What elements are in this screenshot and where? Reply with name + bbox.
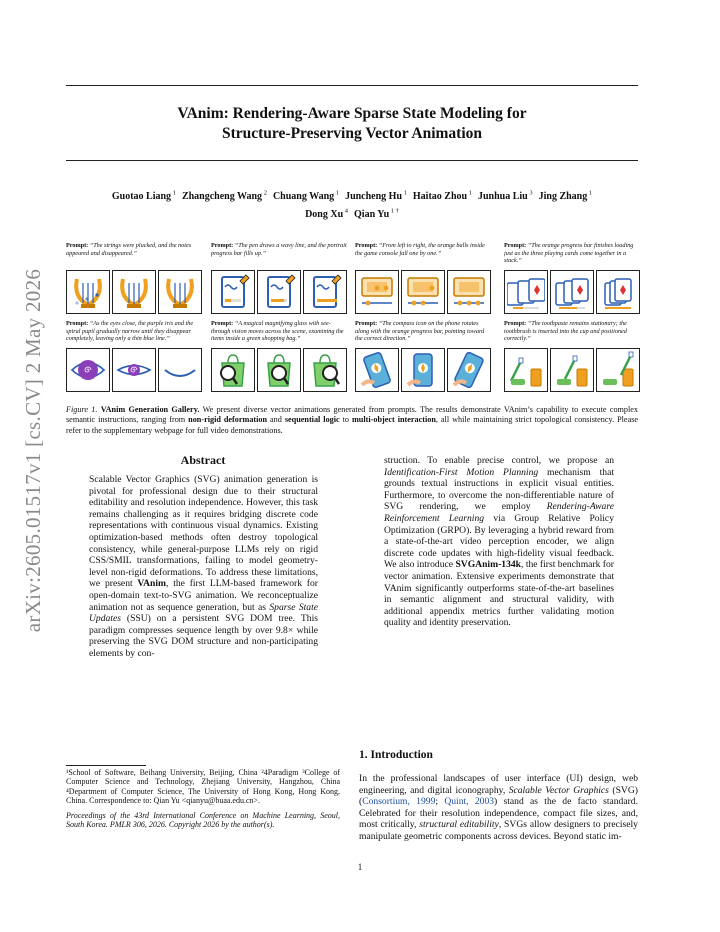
animation-frame [355, 270, 399, 314]
prompt-text: Prompt: “The toothpaste remains stationary; the toothbrush is inserted into the cup and positioned correctly.” [504, 320, 627, 343]
title-rule-top [66, 85, 638, 86]
figure-caption: Figure 1. VAnim Generation Gallery. We present diverse vector animations generated from prompts. The results demonstrate VAnim’s capability to execute complex semantic instructions, ranging from non-rigid deformation and sequential logic to multi-object interaction, all while maintaining strict topological consistency. Please refer to the supplementary webpage for full video demonstrations. [66, 405, 639, 435]
author-name: Dong Xu $^4$ [305, 207, 349, 220]
animation-frame [211, 348, 255, 392]
gallery-panel [211, 242, 349, 314]
author-affiliation-mark: 1 [587, 190, 593, 197]
prompt-text: Prompt: “A magical magnifying glass with see-through vision moves across the scene, examining the items inside a green shopping bag.” [211, 320, 344, 343]
lyre-icon [69, 273, 107, 311]
animation-frame [257, 270, 301, 314]
gallery-panel [66, 242, 204, 314]
shopping-bag-magnifier-icon [306, 351, 344, 389]
animation-frame [158, 348, 202, 392]
proceedings-note: Proceedings of the 43rd International Conference on Machine Learning, Seoul, South Korea. PMLR 306, 2026. Copyright 2026 by the author(s). [66, 811, 340, 830]
animation-frame [303, 348, 347, 392]
document-pen-icon [214, 273, 252, 311]
introduction-text: In the professional landscapes of user interface (UI) design, web engineering, and digital iconography, Scalable Vector Graphics (SVG) (Consortium, 1999; Quint, 2003) stand as the de facto standard. Celebrated for their resolution independence, compact file sizes, and, most critically, structural editability, SVGs allow designers to precisely manipulate geometric components across devices. Beyond static im- [359, 773, 638, 842]
lyre-icon [161, 273, 199, 311]
affiliations-footnote: ¹School of Software, Beihang University, Beijing, China ²4Paradigm ³College of Computer Science and Technology, Zhejiang University, Hangzhou, China ⁴Department of Computer Science, The University of Hong Kong, Hong Kong, China. Correspondence to: Qian Yu <qianyu@buaa.edu.cn>. [66, 768, 340, 806]
toothbrush-cup-icon [507, 351, 545, 389]
game-console-icon [450, 273, 488, 311]
phone-compass-icon [358, 351, 396, 389]
animation-frame [550, 270, 594, 314]
author-name: Zhangcheng Wang $^2$ [181, 190, 267, 203]
eye-icon [69, 351, 107, 389]
animation-frame [504, 348, 548, 392]
playing-cards-icon [553, 273, 591, 311]
prompt-text: Prompt: “The strings were plucked, and the notes appeared and disappeared.” [66, 242, 192, 257]
animation-frame [355, 348, 399, 392]
animation-frame [401, 348, 445, 392]
author-affiliation-mark: 1 [171, 190, 176, 197]
animation-frame [550, 348, 594, 392]
gallery-panel [504, 242, 642, 314]
prompt-text: Prompt: “The compass icon on the phone rotates along with the orange progress bar, pointing toward the correct direction.” [355, 320, 485, 343]
citation-link[interactable]: Consortium, 1999 [362, 796, 436, 808]
animation-frame [112, 270, 156, 314]
document-pen-icon [306, 273, 344, 311]
arxiv-stamp: arXiv:2605.01517v1 [cs.CV] 2 May 2026 [21, 268, 46, 632]
shopping-bag-magnifier-icon [214, 351, 252, 389]
gallery-panel [66, 320, 204, 392]
abstract-heading: Abstract [180, 453, 226, 467]
phone-compass-icon [450, 351, 488, 389]
playing-cards-icon [507, 273, 545, 311]
lyre-icon [115, 273, 153, 311]
author-affiliation-mark: 4 [343, 207, 349, 215]
gallery-panel [355, 320, 493, 392]
toothbrush-cup-icon [599, 351, 637, 389]
animation-frame [504, 270, 548, 314]
figure-gallery [66, 242, 638, 400]
document-pen-icon [260, 273, 298, 311]
author-name: Guotao Liang $^1$ [111, 190, 176, 203]
abstract-text-continued: struction. To enable precise control, we propose an Identification-First Motion Planning mechanism that grounds textual instructions in explicit visual entities. Furthermore, to overcome the non-differentiable nature of SVG rendering, we employ Rendering-Aware Reinforcement Learning via Group Relative Policy Optimization (GRPO). By leveraging a hybrid reward from a state-of-the-art video perception encoder, we align discrete code updates with high-fidelity visual feedback. We also introduce SVGAnim-134k, the first benchmark for vector animation. Extensive experiments demonstrate that VAnim significantly outperforms state-of-the-art baselines in semantic alignment and structural validity, with additional appendix metrics further validating motion quality and identity preservation. [384, 455, 615, 629]
game-console-icon [358, 273, 396, 311]
title-rule-bottom [66, 160, 638, 161]
section-heading-introduction: 1. Introduction [359, 749, 433, 761]
game-console-icon [404, 273, 442, 311]
gallery-panel [211, 320, 349, 392]
animation-frame [158, 270, 202, 314]
animation-frame [596, 270, 640, 314]
author-name: Haitao Zhou $^1$ [412, 190, 472, 203]
prompt-text: Prompt: “The pen draws a wavy line, and the portrait progress bar fills up.” [211, 242, 347, 257]
phone-compass-icon [404, 351, 442, 389]
author-name: Chuang Wang $^1$ [272, 190, 340, 203]
animation-frame [66, 348, 110, 392]
shopping-bag-magnifier-icon [260, 351, 298, 389]
author-name: Juncheng Hu $^1$ [345, 190, 407, 203]
citation-link[interactable]: Quint, 2003 [444, 796, 495, 808]
author-affiliation-mark: 2 [262, 190, 267, 197]
author-name: Jing Zhang $^1$ [538, 190, 593, 203]
author-affiliation-mark: 3 [527, 190, 533, 197]
gallery-panel [355, 242, 493, 314]
toothbrush-cup-icon [553, 351, 591, 389]
animation-frame [303, 270, 347, 314]
eye-icon [161, 351, 199, 389]
paper-title: VAnim: Rendering-Aware Sparse State Modeling for Structure-Preserving Vector Animation [177, 105, 527, 142]
author-list [66, 187, 638, 222]
animation-frame [447, 270, 491, 314]
animation-frame [447, 348, 491, 392]
prompt-text: Prompt: “The orange progress bar finishes loading just as the three playing cards come together in a stack.” [504, 242, 634, 265]
author-name: Qian Yu $^{1 \dagger}$ [354, 207, 399, 220]
author-name: Junhua Liu $^3$ [477, 190, 533, 203]
playing-cards-icon [599, 273, 637, 311]
animation-frame [66, 270, 110, 314]
prompt-text: Prompt: “As the eyes close, the purple iris and the spiral pupil gradually narrow until they disappear completely, leaving only a thin blue line.” [66, 320, 194, 343]
animation-frame [257, 348, 301, 392]
eye-icon [115, 351, 153, 389]
author-affiliation-mark: 1 † [389, 207, 399, 215]
author-affiliation-mark: 1 [402, 190, 407, 197]
abstract-text: Scalable Vector Graphics (SVG) animation generation is pivotal for professional design due to their structural editability and resolution independence. However, this task remains challenging as it requires bridging discrete code representations with continuous visual dynamics. Existing optimization-based methods often destroy topological consistency, while general-purpose LLMs rely on rigid CSS/SMIL transformations, failing to model geometry-level non-rigid deformations. To address these limitations, we present VAnim, the first LLM-based framework for open-domain text-to-SVG animation. We reconceptualize animation not as sequence generation, but as Sparse State Updates (SSU) on a persistent SVG DOM tree. This paradigm compresses sequence length by over 9.8× while preserving the SVG DOM structure and non-participating elements by con- [89, 474, 319, 659]
page-number: 1 [357, 862, 363, 872]
gallery-panel [504, 320, 642, 392]
author-affiliation-mark: 1 [467, 190, 472, 197]
prompt-text: Prompt: “From left to right, the orange balls inside the game console fall one by one.” [355, 242, 485, 257]
footnote-rule [66, 765, 146, 766]
animation-frame [211, 270, 255, 314]
animation-frame [401, 270, 445, 314]
animation-frame [112, 348, 156, 392]
author-affiliation-mark: 1 [334, 190, 340, 197]
animation-frame [596, 348, 640, 392]
